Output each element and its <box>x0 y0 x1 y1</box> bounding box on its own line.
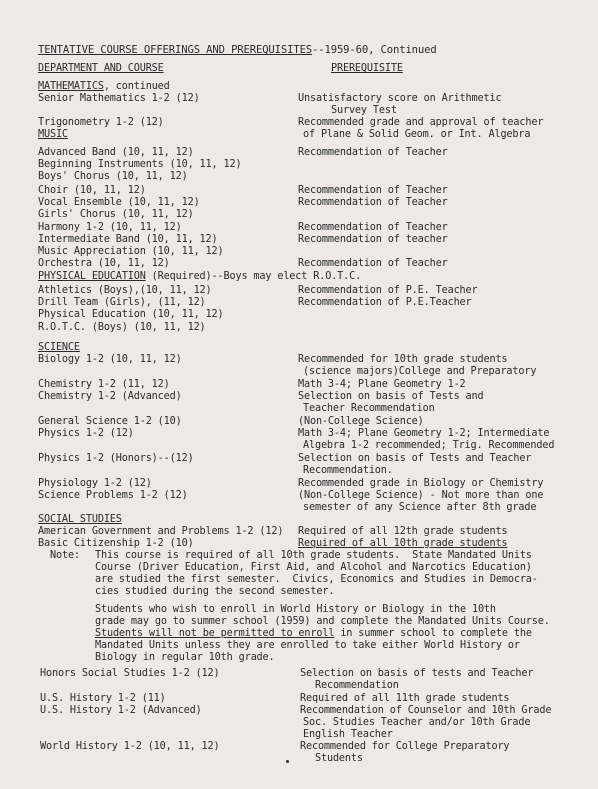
course-name: Physical Education (10, 11, 12) <box>38 309 224 320</box>
prerequisite-text: Recommendation of Teacher <box>298 147 448 158</box>
note-paragraph-line: Students who wish to enroll in World History or Biology in the 10th <box>95 604 496 615</box>
prerequisite-text: Teacher Recommendation <box>303 403 435 414</box>
course-name: Vocal Ensemble (10, 11, 12) <box>38 197 200 208</box>
section-heading-row: PHYSICAL EDUCATION (Required)--Boys may elect R.O.T.C. <box>38 271 362 282</box>
prerequisite-text: Recommended for College Preparatory <box>300 741 510 752</box>
prerequisite-text: Recommendation of teacher <box>298 234 448 245</box>
note-paragraph-line: Students will not be permitted to enroll in summer school to complete the <box>95 628 532 639</box>
course-name: Physics 1-2 (Honors)--(12) <box>38 453 194 464</box>
course-name: Senior Mathematics 1-2 (12) <box>38 93 200 104</box>
course-name: Science Problems 1-2 (12) <box>38 490 188 501</box>
note-line: Course (Driver Education, First Aid, and Alcohol and Narcotics Education) <box>95 562 532 573</box>
prerequisite-text: Survey Test <box>331 105 397 116</box>
prerequisite-text: Recommended grade in Biology or Chemistry <box>298 478 544 489</box>
section-heading-row: MATHEMATICS, continued <box>38 81 170 92</box>
prerequisite-text: Recommendation of Teacher <box>298 185 448 196</box>
prerequisite-text: Selection on basis of tests and Teacher <box>300 668 534 679</box>
note-line: This course is required of all 10th grade students. State Mandated Units <box>95 550 532 561</box>
note-paragraph-line: Mandated Units unless they are enrolled to take either World History or <box>95 640 520 651</box>
title-underlined: TENTATIVE COURSE OFFERINGS AND PREREQUISITES <box>38 44 313 56</box>
prerequisite-text: of Plane & Solid Geom. or Int. Algebra <box>303 129 531 140</box>
prerequisite-text: Soc. Studies Teacher and/or 10th Grade <box>303 717 531 728</box>
course-name: Drill Team (Girls), (11, 12) <box>38 297 206 308</box>
prerequisite-text: English Teacher <box>303 729 393 740</box>
prerequisite-text: semester of any Science after 8th grade <box>303 502 537 513</box>
course-name: Advanced Band (10, 11, 12) <box>38 147 194 158</box>
section-heading: MATHEMATICS <box>38 81 104 92</box>
document-title <box>38 44 437 56</box>
course-name: Honors Social Studies 1-2 (12) <box>40 668 220 679</box>
course-name: Harmony 1-2 (10, 11, 12) <box>38 222 182 233</box>
course-name: R.O.T.C. (Boys) (10, 11, 12) <box>38 322 206 333</box>
note-label: Note: <box>50 550 80 561</box>
prerequisite-text: Recommendation of Teacher <box>298 197 448 208</box>
course-name: Boys' Chorus (10, 11, 12) <box>38 171 188 182</box>
section-heading: SOCIAL STUDIES <box>38 514 122 525</box>
course-name: Trigonometry 1-2 (12) <box>38 117 164 128</box>
prerequisite-text: Recommendation of Teacher <box>298 222 448 233</box>
section-heading-row <box>38 514 122 526</box>
prerequisite-text: (Non-College Science) <box>298 416 424 427</box>
course-name: U.S. History 1-2 (11) <box>40 693 166 704</box>
prerequisite-text: (science majors)College and Preparatory <box>303 366 537 377</box>
course-name: Choir (10, 11, 12) <box>38 185 146 196</box>
course-name: U.S. History 1-2 (Advanced) <box>40 705 202 716</box>
prerequisite-text: Recommendation of Counselor and 10th Grade <box>300 705 552 716</box>
prerequisite-text: Recommendation of P.E.Teacher <box>298 297 472 308</box>
course-name: Basic Citizenship 1-2 (10) <box>38 538 194 549</box>
section-heading: SCIENCE <box>38 342 80 353</box>
prerequisite-text: Required of all 10th grade students <box>298 538 508 549</box>
note-paragraph-line: Biology in regular 10th grade. <box>95 652 275 663</box>
column-header-left: DEPARTMENT AND COURSE <box>38 63 164 74</box>
prerequisite-text: Selection on basis of Tests and <box>298 391 484 402</box>
note-line: cies studied during the second semester. <box>95 586 335 597</box>
course-name: Chemistry 1-2 (11, 12) <box>38 379 170 390</box>
title-suffix: --1959-60, Continued <box>312 44 437 56</box>
note-paragraph-line: grade may go to summer school (1959) and complete the Mandated Units Course. <box>95 616 550 627</box>
course-name: Beginning Instruments (10, 11, 12) <box>38 159 242 170</box>
section-heading: MUSIC <box>38 129 68 140</box>
prerequisite-text: Recommendation of Teacher <box>298 258 448 269</box>
prerequisite-text: Required of all 12th grade students <box>298 526 508 537</box>
course-name: Chemistry 1-2 (Advanced) <box>38 391 182 402</box>
course-name: Intermediate Band (10, 11, 12) <box>38 234 218 245</box>
prerequisite-text: Required of all 11th grade students <box>300 693 510 704</box>
course-name: World History 1-2 (10, 11, 12) <box>40 741 220 752</box>
course-name: Athletics (Boys),(10, 11, 12) <box>38 285 212 296</box>
prerequisite-text: Students <box>315 753 363 764</box>
course-name: Physics 1-2 (12) <box>38 428 134 439</box>
prerequisite-text: Math 3-4; Plane Geometry 1-2 <box>298 379 466 390</box>
course-name: Physiology 1-2 (12) <box>38 478 152 489</box>
prerequisite-text: Unsatisfactory score on Arithmetic <box>298 93 502 104</box>
prerequisite-text: (Non-College Science) - Not more than one <box>298 490 544 501</box>
underlined-text: Students will not be permitted to enroll <box>95 628 335 639</box>
prerequisite-text: Recommendation. <box>303 465 393 476</box>
course-name: Music Appreciation (10, 11, 12) <box>38 246 224 257</box>
course-name: Orchestra (10, 11, 12) <box>38 258 170 269</box>
prerequisite-text: Recommended for 10th grade students <box>298 354 508 365</box>
note-line: are studied the first semester. Civics, Economics and Studies in Democra- <box>95 574 538 585</box>
column-header-right: PREREQUISITE <box>331 63 403 74</box>
ink-mark <box>286 760 289 763</box>
prerequisite-text: Math 3-4; Plane Geometry 1-2; Intermediate <box>298 428 550 439</box>
course-name: General Science 1-2 (10) <box>38 416 182 427</box>
prerequisite-text: Recommendation <box>315 680 399 691</box>
section-heading-row <box>38 342 80 354</box>
section-heading-row <box>38 129 68 141</box>
course-name: Girls' Chorus (10, 11, 12) <box>38 209 194 220</box>
prerequisite-text: Recommendation of P.E. Teacher <box>298 285 478 296</box>
prerequisite-text: Selection on basis of Tests and Teacher <box>298 453 532 464</box>
course-name: American Government and Problems 1-2 (12) <box>38 526 284 537</box>
course-name: Biology 1-2 (10, 11, 12) <box>38 354 182 365</box>
prerequisite-text: Algebra 1-2 recommended; Trig. Recommended <box>303 440 555 451</box>
section-heading: PHYSICAL EDUCATION <box>38 271 146 282</box>
prerequisite-text: Recommended grade and approval of teacher <box>298 117 544 128</box>
